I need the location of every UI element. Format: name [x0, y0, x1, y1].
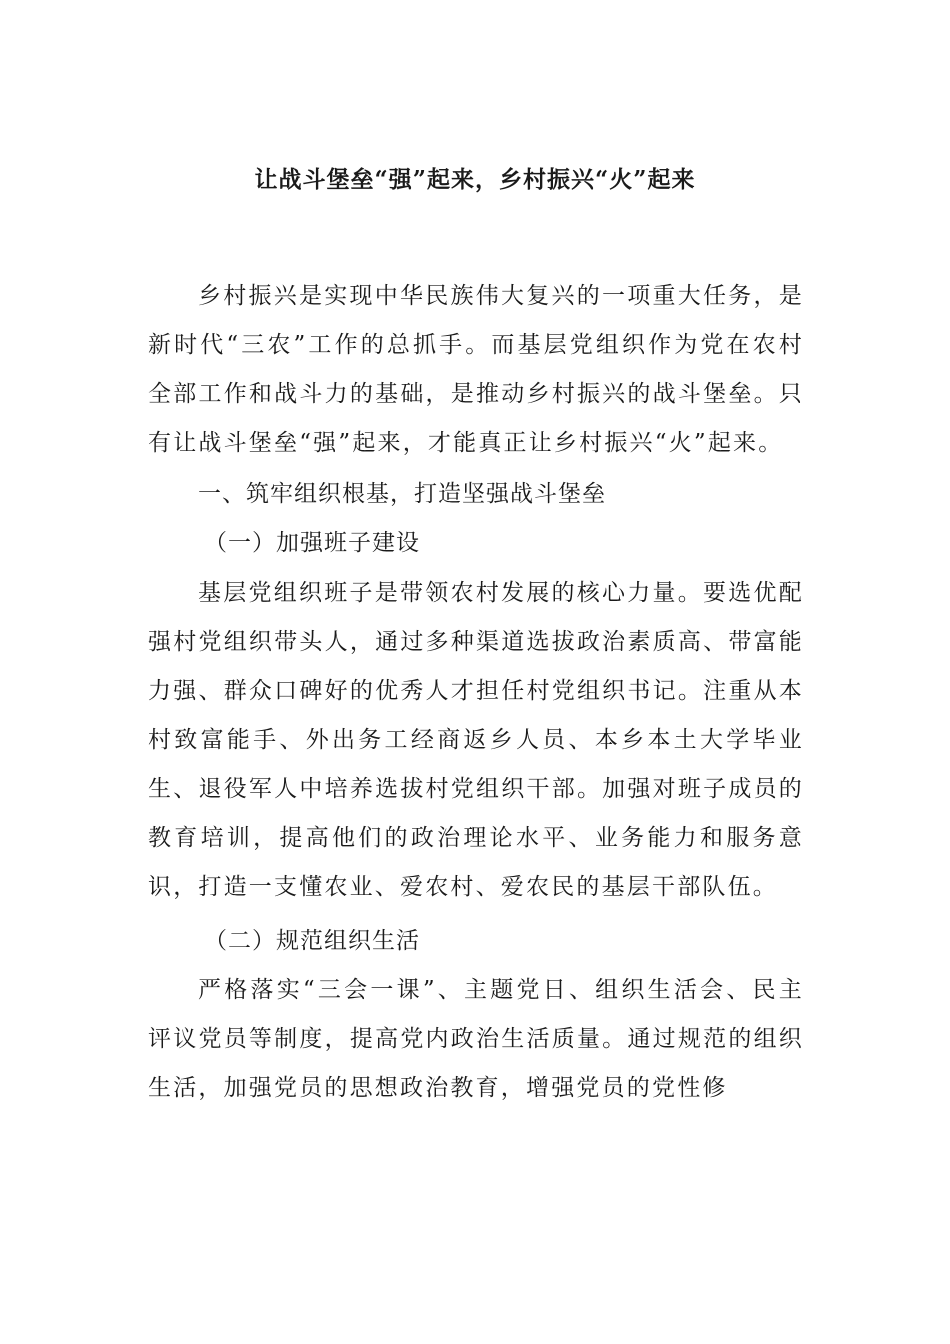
subsection-1-paragraph: 基层党组织班子是带领农村发展的核心力量。要选优配强村党组织带头人，通过多种渠道选拔政治素质高、带富能力强、群众口碑好的优秀人才担任村党组织书记。注重从本村致富能手、外出务工经商返乡人员、本乡本土大学毕业生、退役军人中培养选拔村党组织干部。加强对班子成员的教育培训，提高他们的政治理论水平、业务能力和服务意识，打造一支懂农业、爱农村、爱农民的基层干部队伍。 [148, 580, 804, 900]
section-1-heading: 一、筑牢组织根基，打造坚强战斗堡垒 [198, 480, 606, 507]
document-title: 让战斗堡垒“强”起来，乡村振兴“火”起来 [254, 166, 696, 193]
subsection-1-heading: （一）加强班子建设 [204, 529, 420, 556]
subsection-2-heading: （二）规范组织生活 [204, 927, 420, 954]
subsection-2-paragraph: 严格落实“三会一课”、主题党日、组织生活会、民主评议党员等制度，提高党内政治生活质量。通过规范的组织生活，加强党员的思想政治教育，增强党员的党性修 [148, 976, 804, 1101]
intro-paragraph: 乡村振兴是实现中华民族伟大复兴的一项重大任务，是新时代“三农”工作的总抓手。而基层党组织作为党在农村全部工作和战斗力的基础，是推动乡村振兴的战斗堡垒。只有让战斗堡垒“强”起来，才能真正让乡村振兴“火”起来。 [148, 283, 804, 456]
document-body [148, 272, 804, 1112]
